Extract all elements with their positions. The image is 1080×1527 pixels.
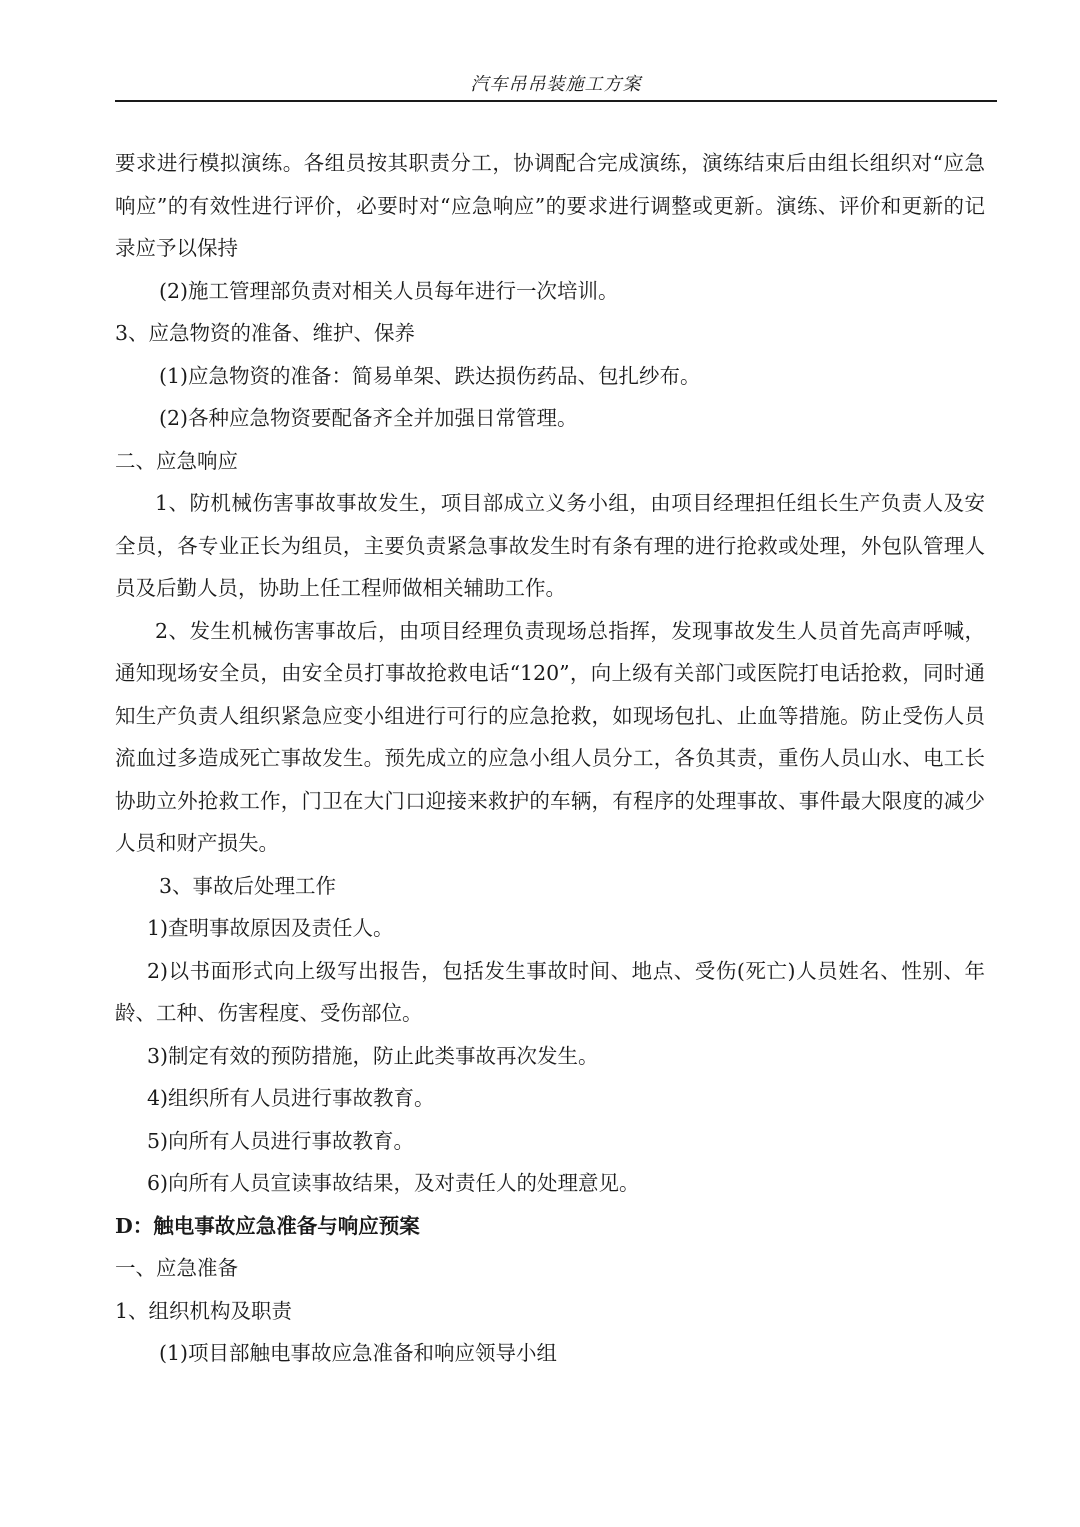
page-header: 汽车吊吊装施工方案 — [115, 70, 997, 102]
paragraph-supplies-preparation: (1)应急物资的准备：简易单架、跌达损伤药品、包扎纱布。 — [159, 363, 701, 388]
paragraph-supplies-management: (2)各种应急物资要配备齐全并加强日常管理。 — [159, 406, 578, 430]
paragraph-annual-training: (2)施工管理部负责对相关人员每年进行一次培训。 — [159, 278, 619, 303]
list-item-6: 6)向所有人员宣读事故结果，及对责任人的处理意见。 — [147, 1171, 640, 1195]
paragraph-response-procedure: 2、发生机械伤害事故后，由项目经理负责现场总指挥，发现事故发生人员首先高声呼喊，通知现场安全员，由安全员打事故抢救电话“120”，向上级有关部门或医院打电话抢救，同时通知生产负责人组织紧急应变小组进行可行的应急抢救，如现场包扎、止血等措施。防止受伤人员流血过多造成死亡事故发生。预先成立的应急小组人员分工，各负其责，重伤人员山水、电工长协助立外抢救工作，门卫在大门口迎接来救护的车辆，有程序的处理事故、事件最大限度的减少人员和财产损失。 — [115, 618, 985, 855]
section-heading-organization: 1、组织机构及职责 — [115, 1298, 293, 1323]
paragraph-response-team: 1、防机械伤害事故事故发生，项目部成立义务小组，由项目经理担任组长生产负责人及安全员，各专业正长为组员，主要负责紧急事故发生时有条有理的进行抢救或处理，外包队管理人员及后勤人员，协助上任工程师做相关辅助工作。 — [115, 491, 985, 600]
section-heading-emergency-response: 二、应急响应 — [115, 448, 238, 473]
section-heading-emergency-preparation: 一、应急准备 — [115, 1256, 238, 1280]
document-body — [115, 142, 985, 1375]
list-item-2: 2)以书面形式向上级写出报告，包括发生事故时间、地点、受伤(死亡)人员姓名、性别、年龄、工种、伤害程度、受伤部位。 — [115, 958, 985, 1025]
paragraph-drill-evaluation: 要求进行模拟演练。各组员按其职责分工，协调配合完成演练，演练结束后由组长组织对“应急响应”的有效性进行评价，必要时对“应急响应”的要求进行调整或更新。演练、评价和更新的记录应予以保持 — [115, 151, 985, 260]
section-heading-emergency-supplies: 3、应急物资的准备、维护、保养 — [115, 321, 416, 345]
section-title-electric-shock: D：触电事故应急准备与响应预案 — [115, 1213, 420, 1238]
list-item-4: 4)组织所有人员进行事故教育。 — [147, 1086, 435, 1110]
list-item-3: 3)制定有效的预防措施，防止此类事故再次发生。 — [147, 1043, 599, 1068]
list-item-1: 1)查明事故原因及责任人。 — [147, 916, 394, 940]
paragraph-leadership-group: (1)项目部触电事故应急准备和响应领导小组 — [159, 1341, 558, 1365]
list-item-5: 5)向所有人员进行事故教育。 — [147, 1128, 415, 1153]
section-heading-post-accident: 3、事故后处理工作 — [159, 873, 337, 898]
